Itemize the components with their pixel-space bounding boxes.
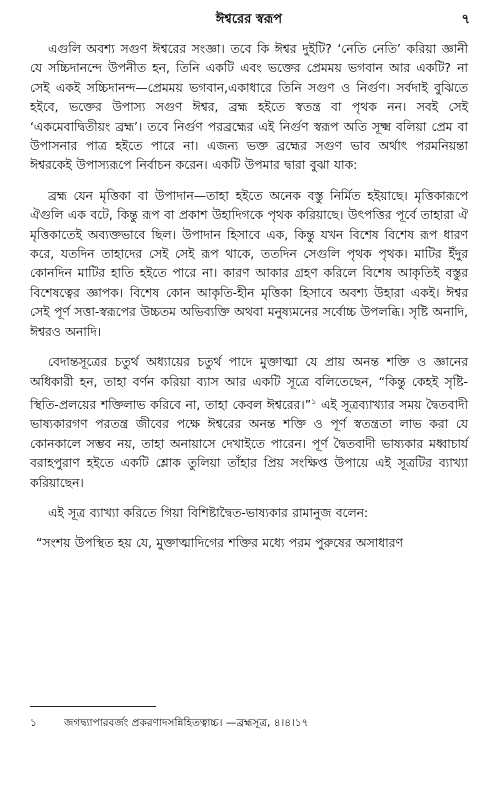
footnote-divider (30, 706, 156, 707)
footnote-reference[interactable]: ১ (311, 396, 317, 406)
paragraph (30, 353, 468, 493)
paragraph: এই সূত্র ব্যাখ্যা করিতে গিয়া বিশিষ্টাদ্বৈত-ভাষ্যকার রামানুজ বলেন: (48, 506, 369, 521)
footnote-mark: ১ (30, 717, 37, 729)
paragraph-text: এই সূত্রব্যাখ্যার সময় দ্বৈতবাদী ভাষ্যকারগণ পরতন্ত্র জীবের পক্ষে ঈশ্বরের অনন্ত শক্তি ও পূর্ণ স্বতন্ত্রতা লাভ করা যে কোনকালে সম্ভব নয়, তাহা অনায়াসে দেখাইতে পারেন। পূর্ণ দ্বৈতবাদী ভাষ্যকার মধ্বাচার্য বরাহপুরাণ হইতে একটি শ্লোক তুলিয়া তাঁহার প্রিয় সংক্ষিপ্ত উপায়ে এই সূত্রটির ব্যাখ্যা করিয়াছেন। (30, 398, 468, 490)
footnote (30, 716, 468, 730)
page-number: ৭ (461, 12, 470, 27)
page-header (0, 10, 498, 34)
paragraph: এগুলি অবশ্য সগুণ ঈশ্বরের সংজ্ঞা। তবে কি ঈশ্বর দুইটি? ‘নেতি নেতি’ করিয়া জ্ঞানী যে সচ্চিদানন্দে উপনীত হন, তিনি একটি এবং ভক্তের প্রেমময় ভগবান আর একটি? না সেই একই সচ্চিদানন্দ—প্রেমময় ভগবান,একাধারে তিনি সগুণ ও নির্গুণ। সর্বদাই বুঝিতে হইবে, ভক্তের উপাস্য সগুণ ঈশ্বর, ব্রহ্ম হইতে স্বতন্ত্র বা পৃথক নন। সবই সেই ‘একমেবাদ্বিতীয়ং ব্রহ্ম’। তবে নির্গুণ পরব্রহ্মের এই নির্গুণ স্বরূপ অতি সূক্ষ্ম বলিয়া প্রেম বা উপাসনার পাত্র হইতে পারে না। এজন্য ভক্ত ব্রহ্মের সগুণ ভাব অর্থাৎ পরমনিয়ন্তা ঈশ্বরকেই উপাস্যরূপে নির্বাচন করেন। একটি উপমার দ্বারা বুঝা যাক: (30, 42, 468, 173)
quotation: “সংশয় উপস্থিত হয় যে, মুক্তাত্মাদিগের শক্তির মধ্যে পরম পুরুষের অসাধারণ (36, 536, 403, 551)
footnote-text: জগদ্ব্যাপারবর্জং প্রকরণাদসন্নিহিতত্বাচ্চ। —ব্রহ্মসূত্র, ৪।৪।১৭ (64, 717, 309, 729)
paragraph-text: বেদান্তসূত্রের চতুর্থ অধ্যায়ের চতুর্থ পাদে মুক্তাত্মা যে প্রায় অনন্ত শক্তি ও জ্ঞানের অধিকারী হন, তাহা বর্ণন করিয়া ব্যাস আর একটি সূত্রে বলিতেছেন, “কিন্তু কেহই সৃষ্টি-স্থিতি-প্রলয়ের শক্তিলাভ করিবে না, তাহা কেবল ঈশ্বরের।” (30, 355, 468, 412)
paragraph: ব্রহ্ম যেন মৃত্তিকা বা উপাদান—তাহা হইতে অনেক বস্তু নির্মিত হইয়াছে। মৃত্তিকারূপে ঐগুলি এক বটে, কিন্তু রূপ বা প্রকাশ উহাদিগকে পৃথক করিয়াছে। উৎপত্তির পূর্বে তাহারা ঐ মৃত্তিকাতেই অব্যক্তভাবে ছিল। উপাদান হিসাবে এক, কিন্তু যখন বিশেষ বিশেষ রূপ ধারণ করে, যতদিন তাহাদের সেই সেই রূপ থাকে, ততদিন সেগুলি পৃথক পৃথক। মাটির ইঁদুর কোনদিন মাটির হাতি হইতে পারে না। কারণ আকার গ্রহণ করিলে বিশেষ আকৃতিই বস্তুর বিশেষত্বের জ্ঞাপক। বিশেষ কোন আকৃতি-হীন মৃত্তিকা হিসাবে অবশ্য উহারা একই। ঈশ্বর সেই পূর্ণ সত্তা-স্বরূপের উচ্চতম অভিব্যক্তি অথবা মনুষ্যমনের সর্বোচ্চ উপলব্ধি। সৃষ্টি অনাদি, ঈশ্বরও অনাদি। (30, 188, 468, 339)
body-text (30, 40, 468, 556)
running-title: ঈশ্বরের স্বরূপ (215, 12, 283, 27)
